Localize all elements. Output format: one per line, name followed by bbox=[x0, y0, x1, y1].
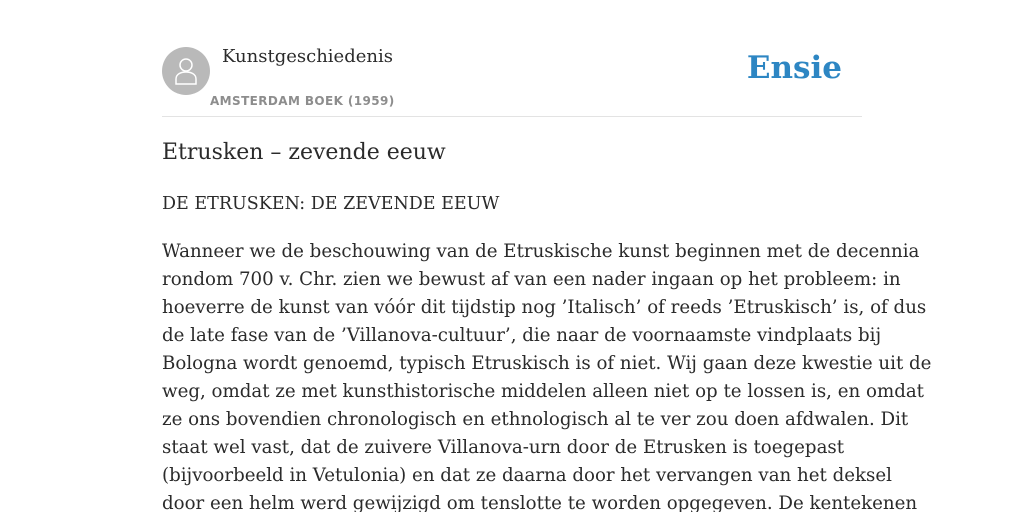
body-line: de late fase van de ’Villanova-cultuur’, die naar de voornaamste vindplaats bij bbox=[162, 325, 882, 346]
body-line: door een helm werd gewijzigd om tenslotte te worden opgegeven. De kentekenen bbox=[162, 493, 918, 512]
book-meta: AMSTERDAM BOEK (1959) bbox=[210, 94, 395, 108]
body-line: staat wel vast, dat de zuivere Villanova-urn door de Etrusken is toegepast bbox=[162, 437, 845, 458]
body-line: hoeverre de kunst van vóór dit tijdstip nog ’Italisch’ of reeds ’Etruskisch’ is, of dus bbox=[162, 297, 927, 318]
section-heading: DE ETRUSKEN: DE ZEVENDE EEUW bbox=[162, 194, 500, 214]
book-title[interactable]: Kunstgeschiedenis bbox=[222, 46, 393, 67]
article-title: Etrusken – zevende eeuw bbox=[162, 140, 446, 165]
avatar bbox=[162, 47, 210, 95]
body-line: Wanneer we de beschouwing van de Etruskische kunst beginnen met de decennia bbox=[162, 241, 920, 262]
page bbox=[162, 0, 932, 512]
body-line: (bijvoorbeeld in Vetulonia) en dat ze daarna door het vervangen van het deksel bbox=[162, 465, 892, 486]
body-line: ze ons bovendien chronologisch en ethnologisch al te ver zou doen afdwalen. Dit bbox=[162, 409, 909, 430]
brand-logo-link[interactable]: Ensie bbox=[746, 50, 842, 86]
body-line: rondom 700 v. Chr. zien we bewust af van een nader ingaan op het probleem: in bbox=[162, 269, 901, 290]
article-body bbox=[162, 238, 932, 512]
book-header bbox=[162, 0, 862, 117]
body-line: weg, omdat ze met kunsthistorische middelen alleen niet op te lossen is, en omdat bbox=[162, 381, 924, 402]
body-line: Bologna wordt genoemd, typisch Etruskisch is of niet. Wij gaan deze kwestie uit de bbox=[162, 353, 932, 374]
